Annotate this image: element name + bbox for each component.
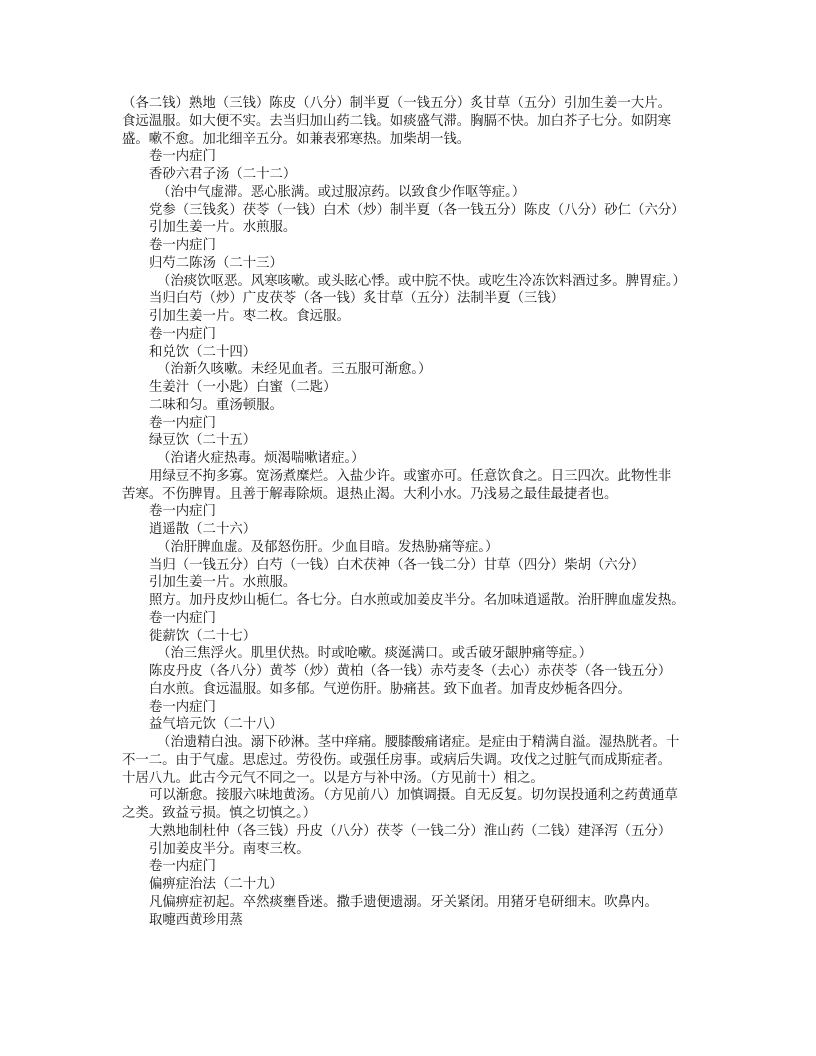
text-line: （治遗精白浊。溺下砂淋。茎中痒痛。腰膝酸痛诸症。是症由于精满自溢。湿热胱者。十 — [157, 735, 680, 750]
text-line: 陈皮丹皮（各八分）黄芩（炒）黄柏（各一钱）赤芍麦冬（去心）赤茯苓（各一钱五分） — [149, 664, 672, 679]
document-page — [122, 95, 694, 929]
text-line: 偏痹症治法（二十九） — [149, 877, 283, 892]
text-line: 凡偏痹症初起。卒然痰壅昏迷。撒手遗便遗溺。牙关紧闭。用猪牙皂研细末。吹鼻内。 — [149, 894, 658, 910]
text-line: 十居八九。此古今元气不同之一。以是方与补中汤。（方见前十）相之。 — [122, 770, 544, 786]
text-line: 苦寒。不伤脾胃。且善于解毒除烦。退热止渴。大利小水。乃浅易之最佳最捷者也。 — [122, 486, 618, 502]
text-line: 可以渐愈。接服六味地黄汤。（方见前八）加慎调摄。自无反复。切勿误投通利之药黄通草 — [149, 788, 678, 804]
text-line: 白水煎。食远温服。如多郁。气逆伤肝。胁痛甚。致下血者。加青皮炒栀各四分。 — [149, 681, 632, 697]
text-line: 引加生姜一片。水煎服。 — [149, 220, 297, 236]
text-line: （各二钱）熟地（三钱）陈皮（八分）制半夏（一钱五分）炙甘草（五分）引加生姜一大片。 — [122, 96, 672, 111]
text-line: （治痰饮呕恶。风寒咳嗽。或头眩心悸。或中脘不快。或吃生冷冻饮料酒过多。脾胃症。） — [157, 273, 686, 289]
text-line: 和兑饮（二十四） — [149, 344, 257, 360]
text-line: 卷一内症门 — [149, 238, 216, 253]
text-line: （治中气虚滞。恶心胀满。或过服凉药。以致食少作呕等症。） — [157, 184, 526, 200]
text-line: 卷一内症门 — [149, 610, 216, 626]
text-line: （治新久咳嗽。未经见血者。三五服可渐愈。） — [157, 362, 432, 378]
text-line: （治三焦浮火。肌里伏热。时或呛嗽。痰涎满口。或舌破牙龈肿痛等症。） — [157, 646, 593, 662]
text-line: 二味和匀。重汤顿服。 — [149, 397, 283, 413]
text-line: 引加生姜一片。水煎服。 — [149, 575, 297, 591]
text-line: 绿豆饮（二十五） — [149, 433, 257, 449]
text-line: 党参（三钱炙）茯苓（一钱）白术（炒）制半夏（各一钱五分）陈皮（八分）砂仁（六分） — [149, 202, 685, 218]
text-line: 之类。致益亏损。慎之切慎之。） — [122, 806, 317, 821]
text-line: 引加生姜一片。枣二枚。食远服。 — [149, 309, 350, 324]
text-line: 徙薪饮（二十七） — [149, 628, 257, 644]
text-line: 归芍二陈汤（二十三） — [149, 255, 283, 271]
text-line: 生姜汁（一小匙）白蜜（二匙） — [149, 380, 337, 395]
text-line: 大熟地制杜仲（各三钱）丹皮（八分）茯苓（一钱二分）淮山药（二钱）建泽泻（五分） — [149, 823, 672, 839]
text-line: 当归白芍（炒）广皮茯苓（各一钱）炙甘草（五分）法制半夏（三钱） — [149, 291, 565, 307]
text-line: 照方。加丹皮炒山栀仁。各七分。白水煎或加姜皮半分。名加味逍遥散。治肝脾血虚发热。 — [149, 593, 685, 608]
text-line: （治诸火症热毒。烦渴喘嗽诸症。） — [157, 451, 365, 466]
text-line: 引加姜皮半分。南枣三枚。 — [149, 841, 310, 857]
text-line: （治肝脾血虚。及郁怒伤肝。少血目暗。发热胁痛等症。） — [157, 539, 499, 555]
text-line: 卷一内症门 — [149, 326, 216, 342]
text-line: 卷一内症门 — [149, 504, 216, 520]
text-line: 盛。嗽不愈。加北细辛五分。如兼表邪寒热。加柴胡一钱。 — [122, 131, 471, 147]
text-line: 用绿豆不拘多寡。宽汤煮糜烂。入盐少许。或蜜亦可。任意饮食之。日三四次。此物性非 — [149, 468, 672, 484]
text-line: 当归（一钱五分）白芍（一钱）白术茯神（各一钱二分）甘草（四分）柴胡（六分） — [149, 557, 645, 573]
text-line: 卷一内症门 — [149, 859, 216, 875]
text-line: 卷一内症门 — [149, 699, 216, 715]
text-line: 逍遥散（二十六） — [149, 522, 257, 537]
text-line: 香砂六君子汤（二十二） — [149, 167, 297, 182]
text-line: 取嚏西黄珍用蒸 — [149, 912, 243, 928]
text-line: 卷一内症门 — [149, 415, 216, 431]
text-line: 益气培元饮（二十八） — [149, 717, 283, 733]
text-line: 食远温服。如大便不实。去当归加山药二钱。如痰盛气滞。胸膈不快。加白芥子七分。如阴寒 — [122, 113, 672, 129]
text-line: 不一二。由于气虚。思虑过。劳役伤。或强任房事。或病后失调。攻伐之过脏气而成斯症者。 — [122, 752, 672, 768]
text-line: 卷一内症门 — [149, 149, 216, 165]
